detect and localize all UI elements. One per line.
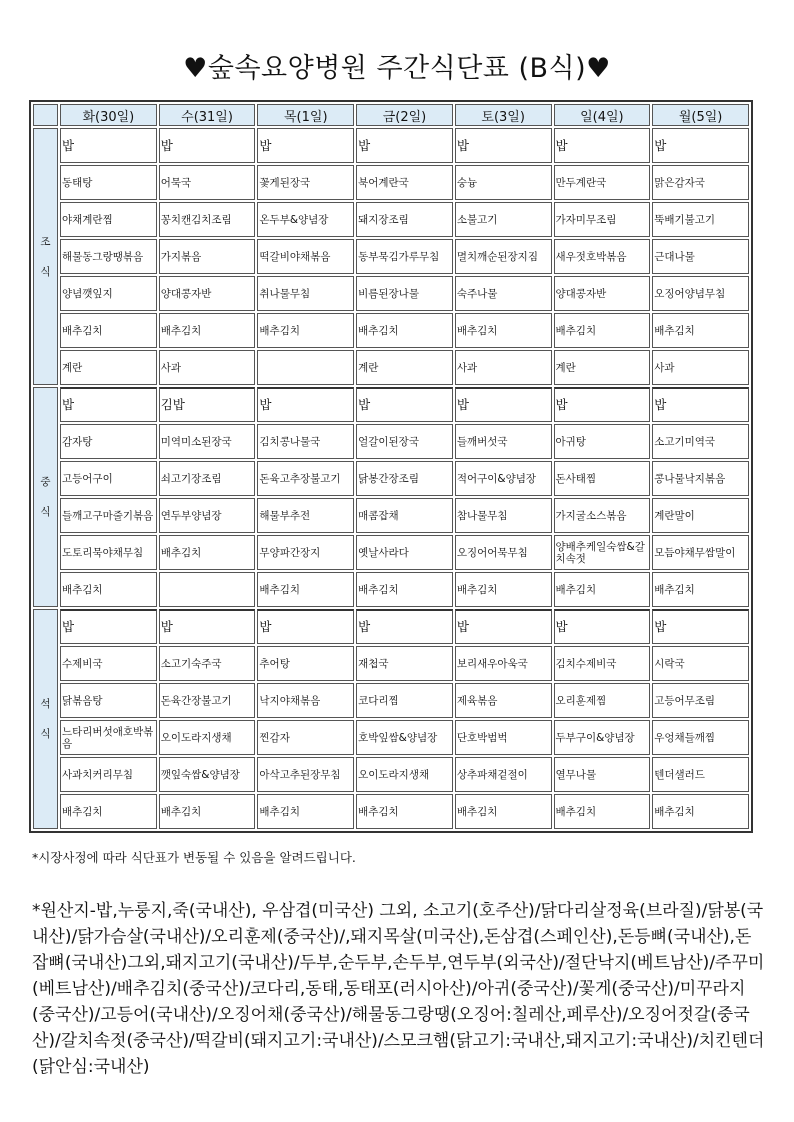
meal-row (33, 572, 749, 607)
meal-row (33, 313, 749, 348)
day-header: 금(2일) (356, 104, 453, 126)
menu-cell: 맑은감자국 (652, 165, 749, 200)
menu-cell: 시락국 (652, 646, 749, 681)
menu-cell: 사과치커리무침 (60, 757, 157, 792)
menu-cell: 돈육고추장불고기 (257, 461, 354, 496)
menu-cell: 밥 (159, 128, 256, 163)
origin-notice: *원산지-밥,누룽지,죽(국내산), 우삼겹(미국산) 그외, 소고기(호주산)/닭다리살정육(브라질)/닭봉(국내산)/닭가슴살(국내산)/오리훈제(중국산)/,돼지목살(미국산),돈삼겹(스페인산),돈등뼈(국내산),돈잡뼈(국내산)그외,돼지고기(국내산)/두부,순두부,손두부,연두부(외국산)/절단낙지(베트남산)/주꾸미(베트남산)/배추김치(중국산)/코다리,동태,동태포(러시아산)/아귀(중국산)/꽃게(중국산)/미꾸라지(중국산)/고등어(국내산)/오징어채(중국산)/해물동그랑땡(오징어:칠레산,페루산)/오징어젓갈(중국산)/갈치속젓(중국산)/떡갈비(돼지고기:국내산)/스모크햄(닭고기:국내산,돼지고기:국내산)/치킨텐더(닭안심:국내산) (32, 901, 765, 1077)
menu-cell: 김치콩나물국 (257, 424, 354, 459)
menu-cell: 제육볶음 (455, 683, 552, 718)
meal-row (33, 498, 749, 533)
menu-cell: 숙주나물 (455, 276, 552, 311)
meal-row (33, 794, 749, 829)
menu-cell: 쇠고기장조림 (159, 461, 256, 496)
menu-cell: 밥 (554, 387, 651, 422)
menu-cell: 꽁치캔김치조림 (159, 202, 256, 237)
day-header: 월(5일) (652, 104, 749, 126)
menu-cell: 호박잎쌈&양념장 (356, 720, 453, 755)
menu-cell: 배추김치 (455, 794, 552, 829)
menu-cell: 양대콩자반 (554, 276, 651, 311)
day-header: 목(1일) (257, 104, 354, 126)
menu-cell: 배추김치 (159, 313, 256, 348)
weekly-menu-table (29, 100, 753, 833)
meal-label-char: 식 (40, 506, 51, 518)
menu-cell: 배추김치 (257, 313, 354, 348)
menu-cell: 배추김치 (356, 313, 453, 348)
menu-cell: 우엉채들깨찜 (652, 720, 749, 755)
day-header: 수(31일) (159, 104, 256, 126)
menu-cell: 배추김치 (455, 313, 552, 348)
day-header: 일(4일) (554, 104, 651, 126)
meal-row (33, 757, 749, 792)
menu-cell: 배추김치 (554, 313, 651, 348)
menu-cell: 배추김치 (652, 794, 749, 829)
menu-cell: 고등어구이 (60, 461, 157, 496)
menu-cell: 온두부&양념장 (257, 202, 354, 237)
meal-row (33, 128, 749, 163)
menu-cell: 오징어어묵무침 (455, 535, 552, 570)
menu-cell: 밥 (356, 387, 453, 422)
menu-cell: 오이도라지생채 (159, 720, 256, 755)
menu-cell: 참나물무침 (455, 498, 552, 533)
menu-cell: 매콤잡채 (356, 498, 453, 533)
menu-cell: 배추김치 (554, 794, 651, 829)
menu-cell: 뚝배기불고기 (652, 202, 749, 237)
menu-cell: 북어계란국 (356, 165, 453, 200)
menu-cell: 깻잎숙쌈&양념장 (159, 757, 256, 792)
menu-cell: 근대나물 (652, 239, 749, 274)
menu-cell: 감자탕 (60, 424, 157, 459)
menu-cell: 밥 (652, 128, 749, 163)
meal-row (33, 424, 749, 459)
menu-cell: 계란 (554, 350, 651, 385)
meal-label-char: 조 (40, 235, 51, 248)
menu-cell: 밥 (652, 609, 749, 644)
menu-cell: 밥 (257, 128, 354, 163)
menu-cell: 멸치깨순된장지짐 (455, 239, 552, 274)
menu-cell: 양배추케일숙쌈&갈치속젓 (554, 535, 651, 570)
menu-cell: 닭볶음탕 (60, 683, 157, 718)
menu-cell: 배추김치 (554, 572, 651, 607)
menu-cell: 느타리버섯애호박볶음 (60, 720, 157, 755)
menu-cell: 밥 (60, 609, 157, 644)
menu-cell: 배추김치 (257, 794, 354, 829)
menu-cell: 수제비국 (60, 646, 157, 681)
menu-cell: 추어탕 (257, 646, 354, 681)
menu-cell: 고등어무조림 (652, 683, 749, 718)
menu-cell: 김치수제비국 (554, 646, 651, 681)
menu-cell: 밥 (356, 128, 453, 163)
menu-cell (159, 572, 256, 607)
menu-cell: 닭봉간장조림 (356, 461, 453, 496)
meal-row (33, 461, 749, 496)
menu-cell: 밥 (257, 609, 354, 644)
menu-cell: 밥 (455, 387, 552, 422)
menu-cell: 밥 (60, 387, 157, 422)
meal-label-char: 석 (40, 698, 51, 710)
menu-cell: 밥 (652, 387, 749, 422)
menu-cell: 상추파채겉절이 (455, 757, 552, 792)
menu-cell: 배추김치 (60, 572, 157, 607)
menu-cell: 꽃게된장국 (257, 165, 354, 200)
corner-cell (33, 104, 58, 126)
menu-cell: 비름된장나물 (356, 276, 453, 311)
menu-cell: 두부구이&양념장 (554, 720, 651, 755)
menu-cell: 돈사태찜 (554, 461, 651, 496)
menu-cell: 소불고기 (455, 202, 552, 237)
menu-cell: 배추김치 (356, 794, 453, 829)
day-header: 화(30일) (60, 104, 157, 126)
menu-cell: 배추김치 (652, 572, 749, 607)
menu-cell: 만두계란국 (554, 165, 651, 200)
menu-cell: 열무나물 (554, 757, 651, 792)
menu-cell: 밥 (356, 609, 453, 644)
day-header-row (33, 104, 749, 126)
meal-row (33, 646, 749, 681)
menu-cell: 밥 (554, 609, 651, 644)
menu-cell: 밥 (455, 128, 552, 163)
menu-cell: 아귀탕 (554, 424, 651, 459)
menu-cell: 떡갈비야채볶음 (257, 239, 354, 274)
meal-row (33, 387, 749, 422)
menu-cell: 텐더샐러드 (652, 757, 749, 792)
menu-cell: 오징어양념무침 (652, 276, 749, 311)
menu-cell: 아삭고추된장무침 (257, 757, 354, 792)
menu-cell: 오리훈제찜 (554, 683, 651, 718)
menu-cell: 소고기숙주국 (159, 646, 256, 681)
menu-cell: 해물부추전 (257, 498, 354, 533)
menu-cell: 취나물무침 (257, 276, 354, 311)
menu-cell: 배추김치 (652, 313, 749, 348)
page-title: ♥숲속요양병원 주간식단표 (B식)♥ (183, 53, 611, 84)
menu-cell: 적어구이&양념장 (455, 461, 552, 496)
day-header: 토(3일) (455, 104, 552, 126)
meal-row (33, 239, 749, 274)
menu-cell: 옛날사라다 (356, 535, 453, 570)
menu-cell: 사과 (455, 350, 552, 385)
menu-cell: 밥 (554, 128, 651, 163)
menu-cell: 사과 (652, 350, 749, 385)
menu-cell: 들깨고구마줄기볶음 (60, 498, 157, 533)
menu-cell: 양대콩자반 (159, 276, 256, 311)
meal-label (33, 128, 58, 385)
menu-cell: 양념깻잎지 (60, 276, 157, 311)
meal-row (33, 350, 749, 385)
menu-cell: 찐감자 (257, 720, 354, 755)
meal-label (33, 387, 58, 607)
meal-row (33, 202, 749, 237)
menu-cell: 배추김치 (356, 572, 453, 607)
menu-cell: 사과 (159, 350, 256, 385)
menu-cell: 배추김치 (60, 313, 157, 348)
menu-cell: 콩나물낙지볶음 (652, 461, 749, 496)
menu-cell: 가지볶음 (159, 239, 256, 274)
meal-label-char: 중 (40, 476, 51, 488)
menu-cell: 소고기미역국 (652, 424, 749, 459)
menu-cell: 어묵국 (159, 165, 256, 200)
menu-cell (257, 350, 354, 385)
meal-row (33, 535, 749, 570)
menu-cell: 새우젓호박볶음 (554, 239, 651, 274)
menu-cell: 돼지장조림 (356, 202, 453, 237)
menu-cell: 가지굴소스볶음 (554, 498, 651, 533)
meal-row (33, 683, 749, 718)
menu-cell: 야채계란찜 (60, 202, 157, 237)
menu-cell: 연두부양념장 (159, 498, 256, 533)
menu-cell: 밥 (159, 609, 256, 644)
menu-cell: 배추김치 (159, 535, 256, 570)
menu-cell: 동태탕 (60, 165, 157, 200)
meal-row (33, 165, 749, 200)
menu-cell: 단호박범벅 (455, 720, 552, 755)
meal-label (33, 609, 58, 829)
menu-cell: 미역미소된장국 (159, 424, 256, 459)
menu-cell: 보리새우아욱국 (455, 646, 552, 681)
meal-row (33, 276, 749, 311)
menu-cell: 밥 (60, 128, 157, 163)
menu-cell: 계란 (356, 350, 453, 385)
menu-cell: 모듬야채무쌈말이 (652, 535, 749, 570)
meal-row (33, 609, 749, 644)
menu-cell: 배추김치 (60, 794, 157, 829)
menu-cell: 배추김치 (159, 794, 256, 829)
menu-cell: 재첩국 (356, 646, 453, 681)
menu-cell: 계란말이 (652, 498, 749, 533)
menu-cell: 돈육간장불고기 (159, 683, 256, 718)
menu-cell: 계란 (60, 350, 157, 385)
menu-cell: 오이도라지생채 (356, 757, 453, 792)
menu-cell: 코다리찜 (356, 683, 453, 718)
meal-row (33, 720, 749, 755)
menu-cell: 숭늉 (455, 165, 552, 200)
menu-cell: 들깨버섯국 (455, 424, 552, 459)
menu-body (33, 128, 749, 829)
menu-cell: 해물동그랑땡볶음 (60, 239, 157, 274)
menu-cell: 가자미무조림 (554, 202, 651, 237)
menu-cell: 밥 (257, 387, 354, 422)
menu-cell: 배추김치 (257, 572, 354, 607)
menu-cell: 동부묵김가루무침 (356, 239, 453, 274)
meal-label-char: 식 (40, 265, 51, 278)
menu-cell: 낙지야채볶음 (257, 683, 354, 718)
menu-cell: 김밥 (159, 387, 256, 422)
menu-cell: 밥 (455, 609, 552, 644)
menu-cell: 무양파간장지 (257, 535, 354, 570)
menu-cell: 도토리묵야채무침 (60, 535, 157, 570)
price-change-note: *시장사정에 따라 식단표가 변동될 수 있음을 알려드립니다. (32, 850, 356, 865)
menu-cell: 배추김치 (455, 572, 552, 607)
meal-label-char: 식 (40, 728, 51, 740)
menu-cell: 얼갈이된장국 (356, 424, 453, 459)
